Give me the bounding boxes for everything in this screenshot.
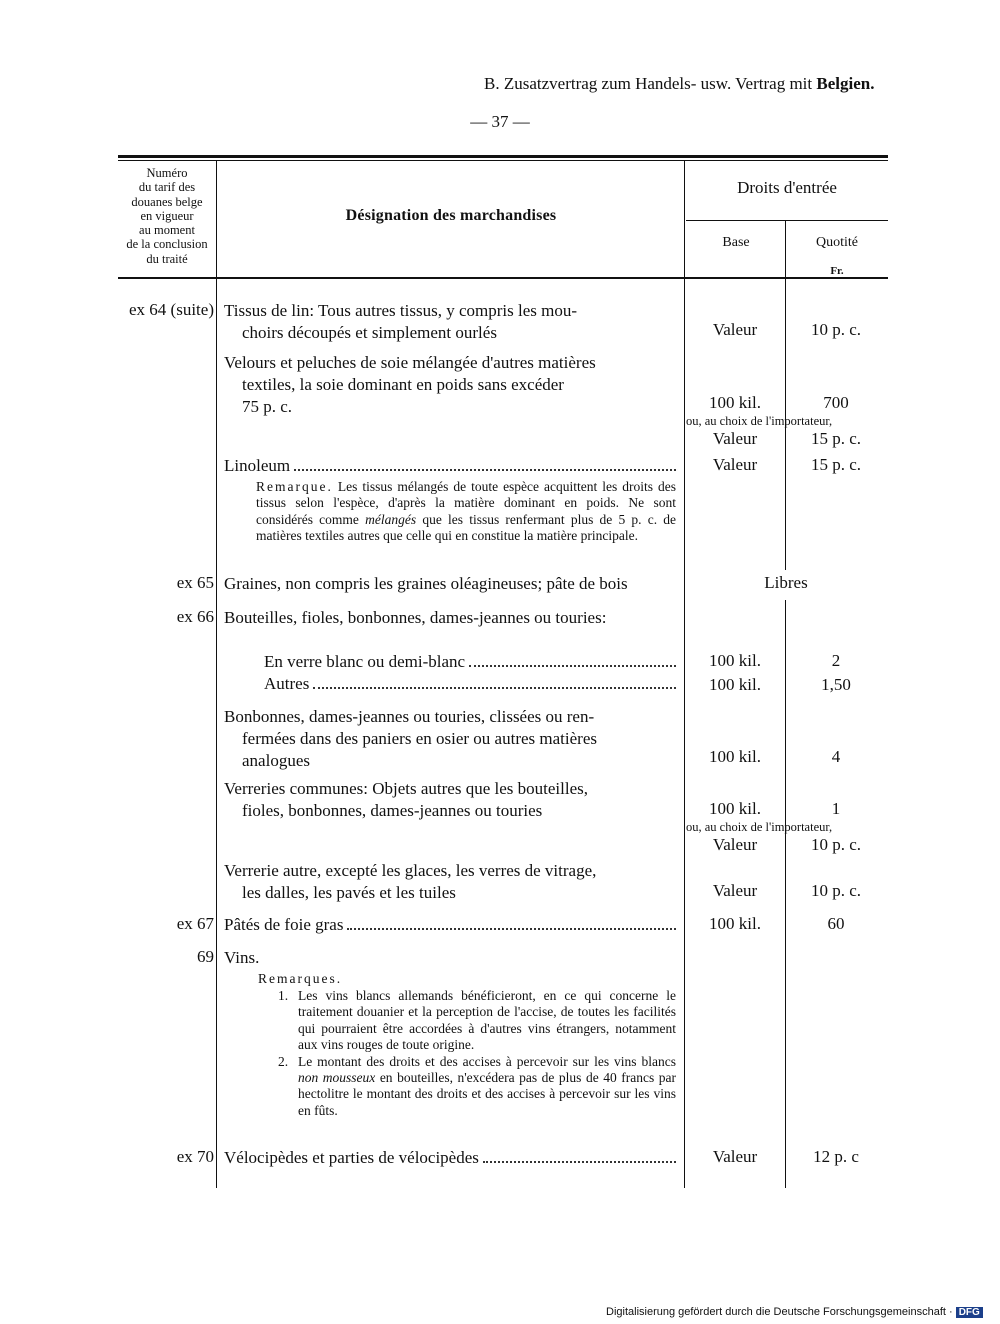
desc-text: analogues (242, 751, 310, 770)
remark-part: Le montant des droits et des accises à percevoir sur les vins blancs (298, 1053, 676, 1069)
item-description (224, 455, 678, 477)
desc-line: Verrerie autre, excepté les glaces, les verres de vitrage, (224, 861, 597, 880)
duty-rate: 12 p. c (813, 1147, 859, 1166)
duty-rate: 15 p. c. (810, 455, 862, 474)
header-bottom-rule (118, 277, 888, 279)
dfg-logo: DFG (956, 1307, 983, 1318)
item-description (224, 300, 678, 344)
desc-line: Velours et peluches de soie mélangée d'autres matières (224, 353, 596, 372)
duty-base: Valeur (712, 881, 758, 900)
duty-rate: 4 (831, 747, 841, 766)
page-number: — 37 — (470, 112, 530, 131)
header-country: Belgien. (816, 74, 875, 93)
desc-line: fermées dans des paniers en osier ou autres matières (242, 729, 597, 748)
hdr-num-line: au moment (139, 223, 195, 238)
item-description: Bouteilles, fioles, bonbonnes, dames-jeannes ou touries: (224, 608, 607, 627)
duty-base: 100 kil. (709, 651, 761, 670)
desc-line (224, 800, 678, 822)
remark-text: que les tissus renfermant plus de 5 p. c. de matières textiles autres que celle qui en constitue la matière principale. (256, 511, 677, 544)
desc-text: 75 p. c. (242, 397, 293, 416)
duty-base: 100 kil. (709, 914, 761, 933)
hdr-num-line: du tarif des (138, 180, 196, 195)
column-divider-designation (684, 160, 685, 1188)
duty-base: Valeur (712, 1147, 758, 1166)
item-description: Vins. (224, 948, 260, 967)
table-top-rule (118, 155, 888, 158)
duty-base: 100 kil. (709, 675, 761, 694)
duty-free-label: Libres (764, 573, 808, 592)
header-base: Base (722, 235, 750, 250)
remark-item (278, 1054, 676, 1120)
header-unit: Fr. (830, 265, 844, 277)
tariff-number: ex 65 (176, 573, 214, 592)
desc-text: Pâtés de foie gras (224, 915, 344, 934)
remark-block (256, 479, 676, 545)
running-header (484, 74, 874, 94)
tariff-number: 69 (197, 947, 214, 966)
tariff-number: ex 70 (176, 1147, 214, 1166)
hdr-num-line: Numéro (146, 166, 188, 180)
header-droits: Droits d'entrée (737, 178, 837, 197)
duty-rate: 10 p. c. (810, 320, 862, 339)
duty-base: 100 kil. (709, 393, 761, 412)
desc-line (224, 322, 678, 344)
desc-line (224, 396, 678, 418)
desc-text: Autres (264, 674, 310, 693)
remark-emphasis: mélangés (365, 511, 417, 527)
digitization-footer (606, 1306, 983, 1318)
leader-dots (483, 1160, 676, 1163)
duty-rate: 2 (831, 651, 841, 670)
item-description (224, 914, 678, 936)
desc-line: Verreries communes: Objets autres que les bouteilles, (224, 779, 588, 798)
importer-choice-note: ou, au choix de l'importateur, (686, 414, 833, 428)
desc-text: fioles, bonbonnes, dames-jeannes ou touries (242, 801, 543, 820)
header-designation: Désignation des marchandises (345, 207, 557, 224)
duty-base: Valeur (712, 455, 758, 474)
remark-text: Les tissus mélangés de toute espèce acquittent les droits des tissus selon l'espèce, d'après la matière dominant en poids. Ne sont considérés comme (256, 479, 676, 527)
duty-base: Valeur (712, 835, 758, 854)
item-description (264, 651, 678, 695)
item-description (224, 352, 678, 418)
desc-line: Bonbonnes, dames-jeannes ou touries, clissées ou ren- (224, 707, 595, 726)
item-description (224, 860, 678, 904)
remarks-label: Remarques. (258, 971, 343, 986)
remark-label: Remarque. (256, 479, 333, 494)
header-prefix: B. (484, 74, 500, 93)
desc-line (264, 673, 678, 695)
remark-emphasis: non mousseux (298, 1070, 376, 1086)
duty-base: 100 kil. (709, 747, 761, 766)
duty-rate: 10 p. c. (810, 881, 862, 900)
column-divider-number (216, 160, 217, 1188)
hdr-num-line: en vigueur (140, 208, 194, 223)
remark-item (278, 988, 676, 1054)
desc-line (224, 455, 678, 477)
remark-number: 2. (278, 1053, 289, 1069)
duty-rate: 1,50 (821, 675, 851, 694)
hdr-num-line: de la conclusion (126, 237, 208, 252)
leader-dots (347, 927, 676, 930)
desc-line (224, 750, 678, 772)
tariff-number: ex 64 (suite) (129, 300, 214, 319)
remark-text (298, 1054, 676, 1120)
item-description: Graines, non compris les graines oléagineuses; pâte de bois (224, 574, 628, 593)
desc-line (224, 1147, 678, 1169)
duty-base: Valeur (712, 320, 758, 339)
remark-part: en bouteilles, n'excédera pas de plus de 40 francs par hectolitre le montant des droits et des accises à percevoir sur les vins en fûts. (298, 1070, 677, 1118)
remark-number: 1. (278, 988, 289, 1003)
desc-line (264, 651, 678, 673)
item-description (224, 778, 678, 822)
item-description (224, 706, 678, 772)
leader-dots (469, 664, 676, 667)
desc-text: choirs découpés et simplement ourlés (242, 323, 497, 342)
desc-text: les dalles, les pavés et les tuiles (242, 883, 456, 902)
hdr-num-line: douanes belge (131, 194, 203, 209)
duty-rate: 10 p. c. (810, 835, 862, 854)
desc-line (224, 914, 678, 936)
duty-rate: 15 p. c. (810, 429, 862, 448)
header-quotite: Quotité (816, 235, 858, 250)
item-description (224, 1147, 678, 1169)
desc-line (224, 882, 678, 904)
duty-rate: 700 (823, 393, 849, 412)
remark-text: Les vins blancs allemands bénéficieront, en ce qui concerne le traitement douanier et la perception de l'accise, de toutes les facilités qui pourraient être accordées à d'autres vins étrangers, notamment aux vins rouges de toute origine. (298, 988, 676, 1053)
duty-base: 100 kil. (709, 799, 761, 818)
tariff-number: ex 66 (176, 607, 214, 626)
table-top-rule-thin (118, 160, 888, 161)
header-title: Zusatzvertrag zum Handels- usw. Vertrag mit (503, 74, 813, 93)
footer-text: Digitalisierung gefördert durch die Deutsche Forschungsgemeinschaft · (606, 1306, 953, 1318)
leader-dots (294, 468, 676, 471)
duty-rate: 60 (827, 914, 845, 933)
desc-text: Vélocipèdes et parties de vélocipèdes (224, 1148, 479, 1167)
desc-line: Tissus de lin: Tous autres tissus, y compris les mou- (224, 301, 577, 320)
leader-dots (313, 686, 676, 689)
desc-line: textiles, la soie dominant en poids sans excéder (242, 375, 564, 394)
droits-divider-rule (686, 220, 888, 221)
duty-rate: 1 (831, 799, 841, 818)
importer-choice-note: ou, au choix de l'importateur, (686, 820, 833, 834)
desc-text: En verre blanc ou demi-blanc (264, 652, 466, 671)
duty-base: Valeur (712, 429, 758, 448)
header-number-column (118, 166, 216, 266)
remarks-list (278, 988, 676, 1119)
tariff-number: ex 67 (176, 914, 214, 933)
remarks-heading (258, 971, 678, 987)
desc-text: Linoleum (224, 456, 291, 475)
hdr-num-line: du traité (146, 251, 188, 266)
